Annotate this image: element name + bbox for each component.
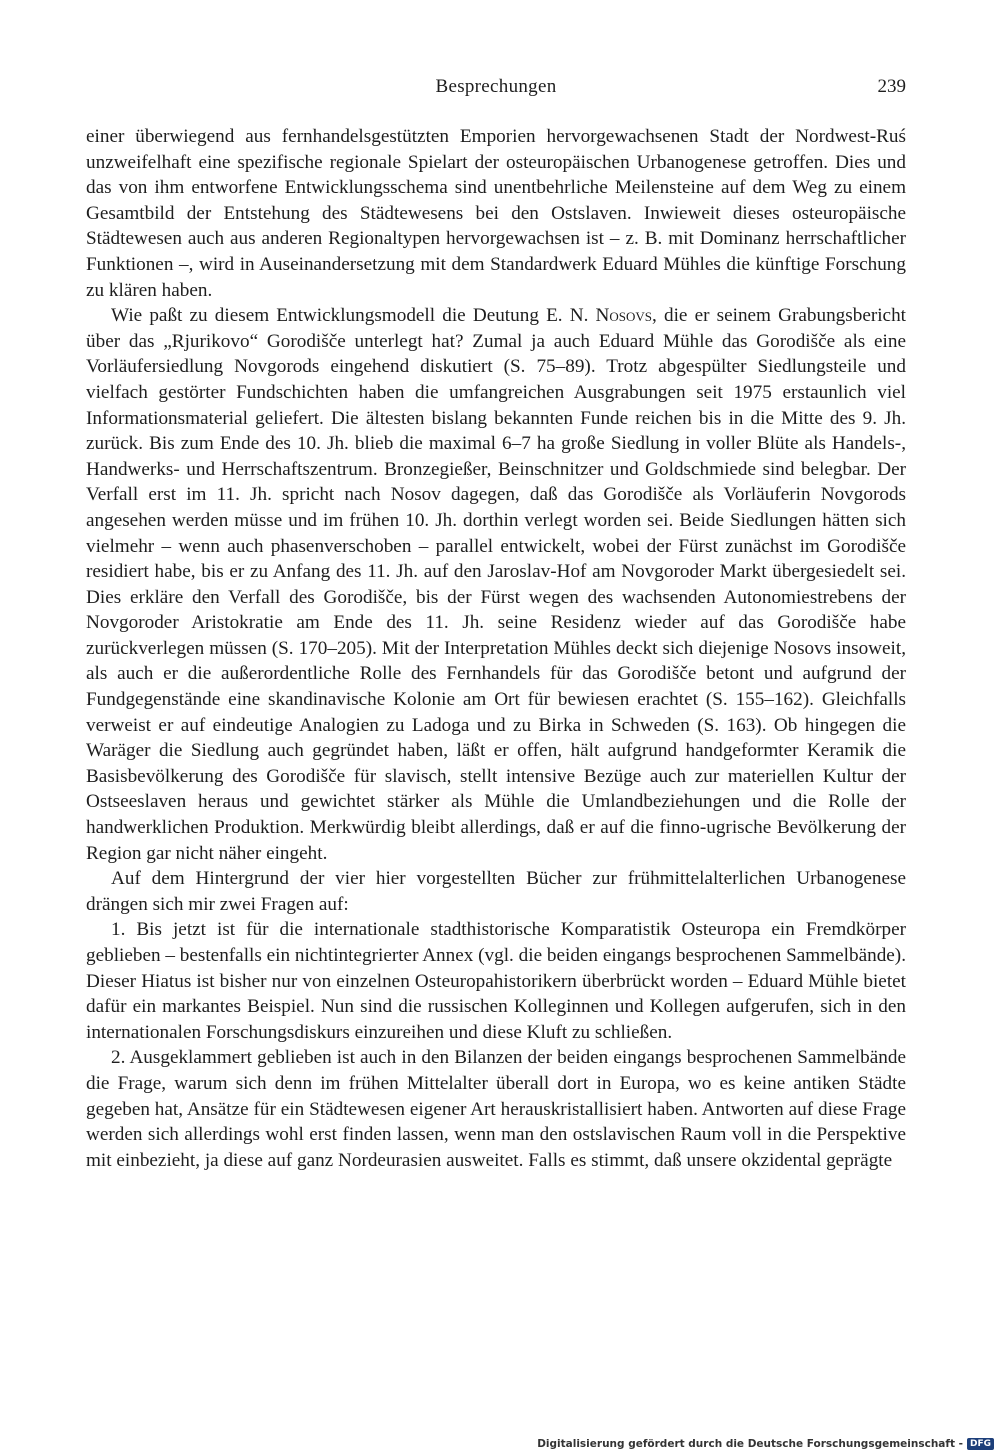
author-name-nosov: Nosovs <box>595 305 653 327</box>
body-text <box>86 124 906 1173</box>
paragraph-2-rest: , die er seinem Grabungsbericht über das „Rjurikovo“ Gorodišče unterlegt hat? Zumal ja auch Eduard Mühle das Gorodišče als eine Vorläufersiedlung Novgorods eingehend diskutiert (S. 75–89). Trotz abgespülter Siedlungsteile und vielfach gestörter Fundschichten haben die umfangreichen Ausgrabungen seit 1975 erstaunlich viel Informationsmaterial geliefert. Die ältesten bislang bekannten Funde reichen bis in die Mitte des 9. Jh. zurück. Bis zum Ende des 10. Jh. blieb die maximal 6–7 ha große Siedlung in voller Blüte als Handels-, Handwerks- und Herrschaftszentrum. Bronzegießer, Beinschnitzer und Goldschmiede sind belegbar. Der Verfall erst im 11. Jh. spricht nach Nosov dagegen, daß das Gorodišče als Vorläuferin Novgorods angesehen werden müsse und im frühen 10. Jh. dorthin verlegt worden sei. Beide Siedlungen hätten sich vielmehr – wenn auch phasenverschoben – parallel entwickelt, wobei der Fürst zunächst im Gorodišče residiert habe, bis er zu Anfang des 11. Jh. auf den Jaroslav-Hof am Novgoroder Markt übergesiedelt sei. Dies erkläre den Verfall des Gorodišče, bis der Fürst wegen des wachsenden Autonomiestrebens der Novgoroder Aristokratie am Ende des 11. Jh. seine Residenz wieder auf das Gorodišče habe zurückverlegen müssen (S. 170–205). Mit der Interpretation Mühles deckt sich diejenige Nosovs insoweit, als auch er die außerordentliche Rolle des Fernhandels für das Gorodišče betont und aufgrund der Fundgegenstände eine skandinavische Kolonie am Ort für bewiesen erachtet (S. 155–162). Gleichfalls verweist er auf eindeutige Analogien zu Ladoga und zu Birka in Schweden (S. 163). Ob hingegen die Waräger die Siedlung auch gegründet haben, läßt er offen, hält aufgrund handgeformter Keramik die Basisbevölkerung des Gorodišče für slavisch, stellt intensive Bezüge auch zur materiellen Kultur der Ostseeslaven heraus und gewichtet stärker als Mühle die Umlandbeziehungen und die Rolle der handwerklichen Produktion. Merkwürdig bleibt allerdings, daß er auf die finno-ugrische Bevölkerung der Region gar nicht näher eingeht. <box>86 305 907 864</box>
running-head <box>86 76 906 106</box>
paragraph-5: 2. Ausgeklammert geblieben ist auch in den Bilanzen der beiden eingangs besprochenen Sammelbände die Frage, warum sich denn im frühen Mittelalter überall dort in Europa, wo es keine antiken Städte gegeben hat, Ansätze für ein Städtewesen eigener Art herauskristallisiert haben. Antworten auf diese Frage werden sich allerdings wohl erst finden lassen, wenn man den ostslavischen Raum voll in die Perspektive mit einbezieht, ja diese auf ganz Nordeurasien ausweitet. Falls es stimmt, daß unsere okzidental geprägte <box>86 1047 906 1171</box>
paragraph-2-start: Wie paßt zu diesem Entwicklungsmodell die Deutung E. N. <box>111 305 596 327</box>
paragraph-1: einer überwiegend aus fernhandelsgestützten Emporien hervorgewachsenen Stadt der Nordwest-Ruś unzweifelhaft eine spezifische regionale Spielart der osteuropäischen Urbanogenese getroffen. Dies und das von ihm entworfene Entwicklungsschema sind unentbehrliche Meilensteine auf dem Weg zu einem Gesamtbild der Entstehung des Städtewesens bei den Ostslaven. Inwieweit dieses osteuropäische Städtewesen auch aus anderen Regionaltypen hervorgewachsen ist – z. B. mit Dominanz herrschaftlicher Funktionen –, wird in Auseinandersetzung mit dem Standardwerk Eduard Mühles die künftige Forschung zu klären haben. <box>86 126 906 301</box>
footer-text: Digitalisierung gefördert durch die Deutsche Forschungsgemeinschaft - <box>537 1438 963 1450</box>
running-title: Besprechungen <box>435 76 557 97</box>
paragraph-4: 1. Bis jetzt ist für die internationale stadthistorische Komparatistik Osteuropa ein Fremdkörper geblieben – bestenfalls ein nichtintegrierter Annex (vgl. die beiden eingangs besprochenen Sammelbände). Dieser Hiatus ist bisher nur von einzelnen Osteuropahistorikern überbrückt worden – Eduard Mühle bietet dafür ein markantes Beispiel. Nun sind die russischen Kolleginnen und Kollegen aufgerufen, sich in den internationalen Forschungsdiskurs einzureihen und diese Kluft zu schließen. <box>86 919 906 1043</box>
paragraph-2 <box>86 303 906 866</box>
page-number: 239 <box>877 76 906 97</box>
dfg-logo-icon: DFG <box>967 1438 994 1450</box>
digitization-footer <box>537 1438 994 1450</box>
paragraph-3: Auf dem Hintergrund der vier hier vorgestellten Bücher zur frühmittelalterlichen Urbanogenese drängen sich mir zwei Fragen auf: <box>86 868 906 915</box>
